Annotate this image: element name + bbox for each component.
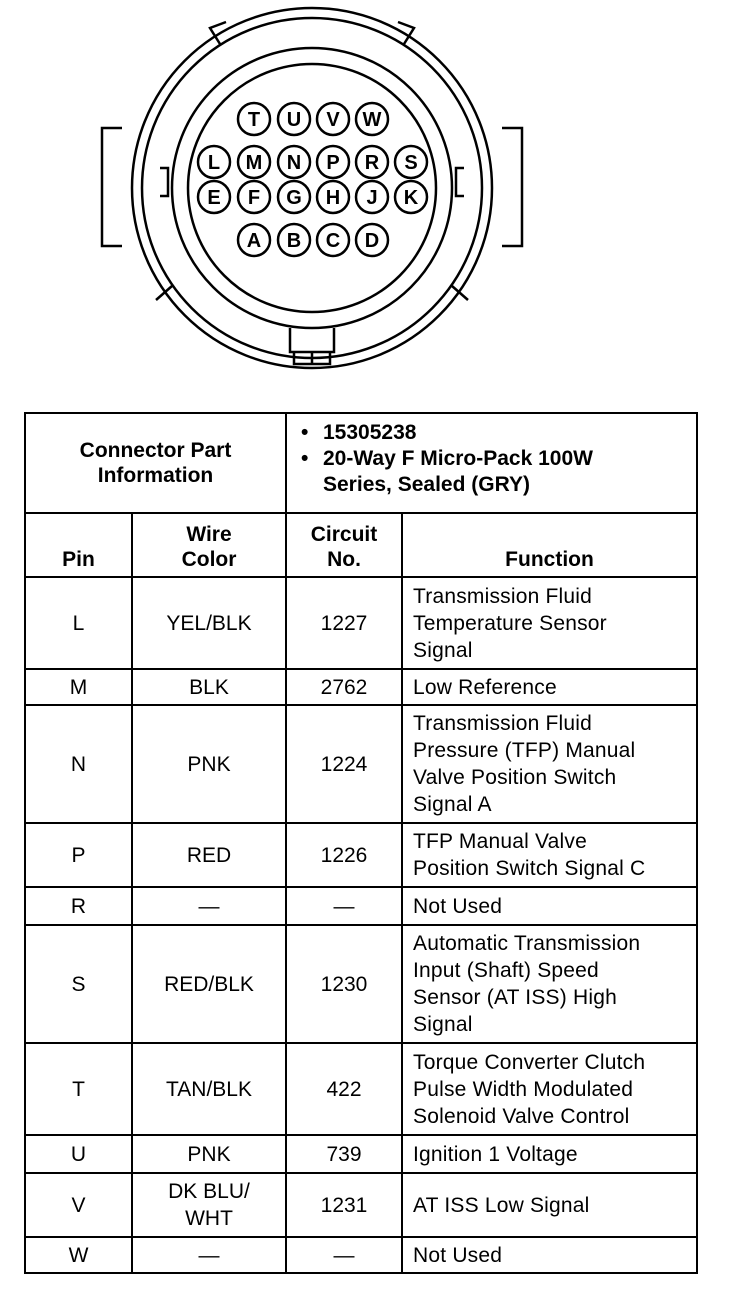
- circuit-header-line2: No.: [327, 548, 361, 571]
- wire-header-line2: Color: [181, 548, 237, 571]
- function-line: Transmission Fluid: [413, 584, 593, 608]
- function-line: Valve Position Switch: [413, 766, 617, 789]
- function-line: Signal A: [413, 793, 492, 816]
- connector-pinout-table: [24, 412, 698, 1274]
- pin-label-n: N: [286, 152, 302, 174]
- bullet-mark: •: [301, 421, 309, 444]
- circuit-number-cell: 1224: [286, 705, 402, 823]
- pin-cell: S: [25, 925, 132, 1043]
- part-number-bullet: [301, 420, 688, 446]
- left-side-lug: [102, 128, 122, 246]
- connector-info-row: [25, 413, 697, 513]
- pin-cell: N: [25, 705, 132, 823]
- pin-label-s: S: [404, 152, 418, 174]
- wire-color-cell: [132, 577, 286, 669]
- polarizing-key: [290, 328, 334, 352]
- pin-label-b: B: [286, 230, 302, 252]
- circuit-number-cell: 422: [286, 1043, 402, 1135]
- wire-color-cell: [132, 823, 286, 887]
- wire-color-cell: [132, 887, 286, 925]
- circuit-number-cell: 1230: [286, 925, 402, 1043]
- pin-label-e: E: [207, 187, 221, 209]
- wire-color-cell: [132, 1043, 286, 1135]
- function-cell: [402, 1135, 697, 1173]
- function-column-header: [402, 513, 697, 577]
- function-line: Not Used: [413, 894, 503, 918]
- circuit-number-cell: 1227: [286, 577, 402, 669]
- pin-header-text: Pin: [62, 548, 95, 571]
- circuit-number-cell: 739: [286, 1135, 402, 1173]
- circuit-number-cell: —: [286, 1237, 402, 1273]
- outer-ring-inner: [142, 18, 482, 358]
- circuit-number-cell: 1231: [286, 1173, 402, 1237]
- function-line: Low Reference: [413, 675, 557, 699]
- description-line1: 20-Way F Micro-Pack 100W: [323, 447, 593, 470]
- function-cell: [402, 925, 697, 1043]
- function-line: AT ISS Low Signal: [413, 1193, 590, 1217]
- top-left-tab: [210, 22, 226, 44]
- pin-column-header: [25, 513, 132, 577]
- function-cell: [402, 823, 697, 887]
- pin-label-v: V: [326, 109, 340, 131]
- function-cell: [402, 705, 697, 823]
- function-line: Position Switch Signal C: [413, 857, 646, 880]
- pin-label-h: H: [325, 187, 341, 209]
- pin-cavities: [198, 103, 427, 256]
- circuit-header-line1: Circuit: [310, 523, 378, 546]
- table-row: [25, 925, 697, 1043]
- connector-description: [323, 446, 593, 498]
- table-row: [25, 705, 697, 823]
- wire-color-line: RED/BLK: [164, 972, 254, 996]
- circuit-number-cell: —: [286, 887, 402, 925]
- table-row: [25, 1173, 697, 1237]
- function-header-text: Function: [505, 548, 594, 571]
- pin-cell: M: [25, 669, 132, 705]
- description-line2: Series, Sealed (GRY): [323, 473, 530, 496]
- top-right-tab: [398, 22, 414, 44]
- pin-label-d: D: [364, 230, 380, 252]
- table-row: [25, 1043, 697, 1135]
- column-header-row: [25, 513, 697, 577]
- function-cell: [402, 887, 697, 925]
- function-line: TFP Manual Valve: [413, 830, 587, 853]
- pin-label-j: J: [366, 187, 378, 209]
- pin-cell: V: [25, 1173, 132, 1237]
- right-grip: [456, 168, 464, 196]
- info-title-line1: Connector Part: [79, 439, 232, 462]
- wire-color-line: RED: [186, 843, 232, 867]
- description-bullet: [301, 446, 688, 498]
- wire-color-cell: [132, 1237, 286, 1273]
- wire-color-line: PNK: [187, 1142, 231, 1166]
- pin-label-c: C: [325, 230, 341, 252]
- wire-header-line1: Wire: [186, 523, 232, 546]
- pin-label-t: T: [247, 109, 261, 131]
- function-line: Automatic Transmission: [413, 932, 641, 955]
- function-cell: [402, 1173, 697, 1237]
- right-side-lug: [502, 128, 522, 246]
- function-line: Torque Converter Clutch: [413, 1050, 646, 1074]
- function-cell: [402, 1237, 697, 1273]
- function-line: Pressure (TFP) Manual: [413, 739, 636, 762]
- table-row: [25, 1237, 697, 1273]
- circuit-number-cell: 2762: [286, 669, 402, 705]
- wire-color-cell: [132, 1135, 286, 1173]
- info-title-line2: Information: [97, 464, 214, 487]
- pin-cell: T: [25, 1043, 132, 1135]
- function-line: Transmission Fluid: [413, 712, 593, 735]
- pin-label-a: A: [246, 230, 262, 252]
- wire-color-cell: [132, 925, 286, 1043]
- table-row: [25, 577, 697, 669]
- left-grip: [160, 168, 168, 196]
- outer-ring: [132, 8, 492, 368]
- pin-cell: R: [25, 887, 132, 925]
- pin-label-l: L: [207, 152, 221, 174]
- pin-label-r: R: [364, 152, 380, 174]
- connector-info-title: [25, 413, 286, 513]
- pin-cell: U: [25, 1135, 132, 1173]
- wire-color-column-header: [132, 513, 286, 577]
- wire-color-line: WHT: [185, 1207, 233, 1230]
- pin-cell: L: [25, 577, 132, 669]
- pin-label-p: P: [326, 152, 340, 174]
- function-line: Ignition 1 Voltage: [413, 1142, 578, 1166]
- wire-color-cell: [132, 1173, 286, 1237]
- table-row: [25, 1135, 697, 1173]
- connector-face-diagram: [0, 0, 752, 400]
- wire-color-cell: [132, 669, 286, 705]
- pin-label-w: W: [362, 109, 382, 131]
- function-line: Input (Shaft) Speed: [413, 959, 599, 982]
- table-row: [25, 669, 697, 705]
- function-cell: [402, 577, 697, 669]
- wire-color-line: —: [198, 894, 220, 918]
- wire-color-line: —: [198, 1243, 220, 1267]
- pin-label-f: F: [247, 187, 261, 209]
- table-row: [25, 887, 697, 925]
- pin-label-u: U: [286, 109, 302, 131]
- pin-cell: P: [25, 823, 132, 887]
- pin-label-m: M: [245, 152, 263, 174]
- bullet-mark: •: [301, 447, 309, 470]
- wire-color-line: YEL/BLK: [166, 611, 252, 635]
- table-row: [25, 823, 697, 887]
- function-line: Signal: [413, 638, 473, 662]
- function-cell: [402, 1043, 697, 1135]
- function-line: Temperature Sensor: [413, 611, 607, 635]
- function-line: Pulse Width Modulated: [413, 1077, 634, 1101]
- circuit-number-cell: 1226: [286, 823, 402, 887]
- wire-color-cell: [132, 705, 286, 823]
- wire-color-line: DK BLU/: [168, 1180, 250, 1203]
- function-line: Signal: [413, 1013, 473, 1036]
- wire-color-line: BLK: [189, 675, 229, 699]
- part-number: 15305238: [323, 421, 417, 444]
- connector-housing: [102, 8, 522, 368]
- wire-color-line: PNK: [187, 752, 231, 776]
- function-line: Solenoid Valve Control: [413, 1104, 630, 1128]
- pin-label-k: K: [403, 187, 419, 209]
- function-line: Not Used: [413, 1243, 503, 1267]
- connector-info-details: [286, 413, 697, 513]
- wire-color-line: TAN/BLK: [166, 1077, 252, 1101]
- pin-label-g: G: [286, 187, 302, 209]
- function-cell: [402, 669, 697, 705]
- function-line: Sensor (AT ISS) High: [413, 986, 617, 1009]
- pin-cell: W: [25, 1237, 132, 1273]
- circuit-column-header: [286, 513, 402, 577]
